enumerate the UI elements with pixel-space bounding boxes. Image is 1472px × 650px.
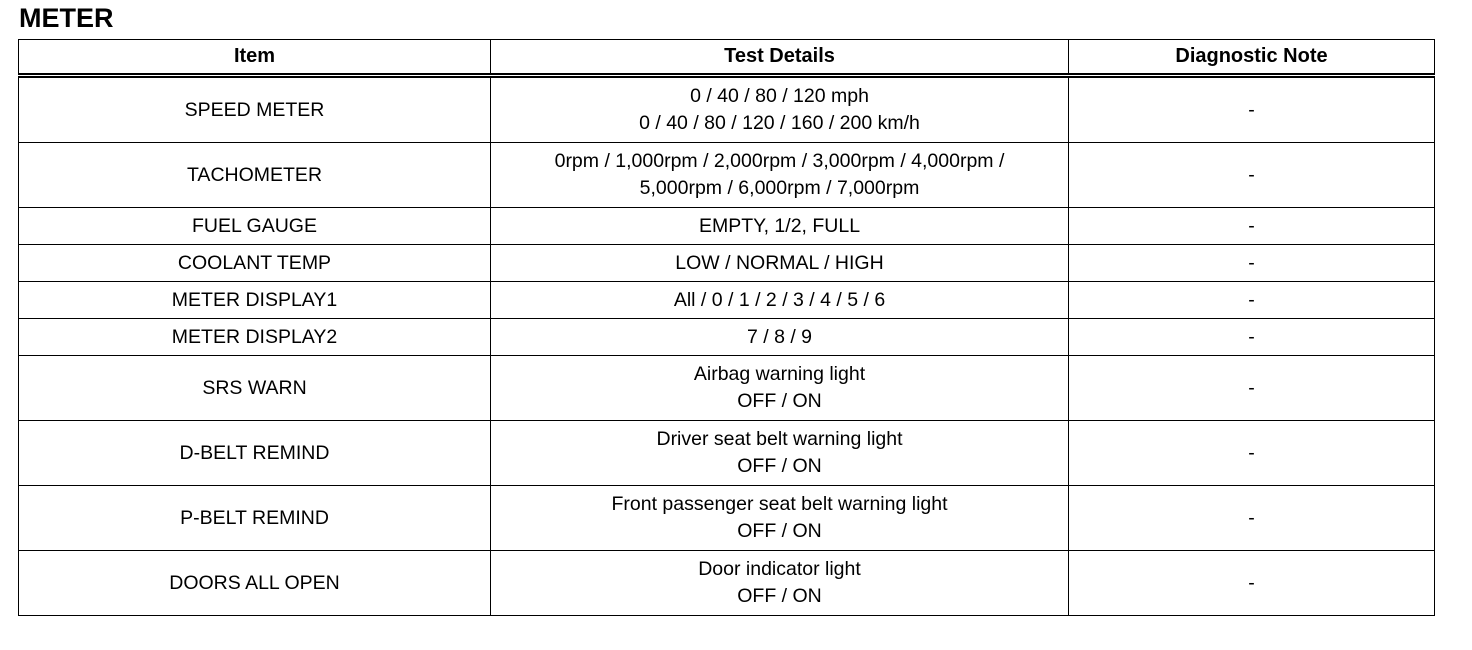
details-cell [491, 143, 1069, 208]
details-cell [491, 245, 1069, 282]
table-row [19, 319, 1435, 356]
note-cell: - [1069, 421, 1435, 486]
note-cell: - [1069, 143, 1435, 208]
item-cell: SPEED METER [19, 76, 491, 143]
details-cell [491, 551, 1069, 616]
note-cell: - [1069, 319, 1435, 356]
details-line: OFF / ON [737, 390, 822, 412]
details-line: OFF / ON [737, 585, 822, 607]
table-row [19, 208, 1435, 245]
details-line: LOW / NORMAL / HIGH [675, 251, 884, 274]
header-item: Item [19, 40, 491, 76]
item-cell: D-BELT REMIND [19, 421, 491, 486]
item-cell: METER DISPLAY1 [19, 282, 491, 319]
details-line: 5,000rpm / 6,000rpm / 7,000rpm [639, 177, 920, 199]
item-cell: P-BELT REMIND [19, 486, 491, 551]
details-cell [491, 486, 1069, 551]
details-line: EMPTY, 1/2, FULL [698, 214, 861, 237]
item-cell: COOLANT TEMP [19, 245, 491, 282]
details-cell [491, 421, 1069, 486]
details-line: 7 / 8 / 9 [746, 325, 813, 348]
table-row [19, 551, 1435, 616]
page-title: METER [19, 3, 114, 33]
item-cell: SRS WARN [19, 356, 491, 421]
details-line: Driver seat belt warning light [656, 428, 903, 450]
note-cell: - [1069, 551, 1435, 616]
note-cell: - [1069, 245, 1435, 282]
note-cell: - [1069, 76, 1435, 143]
note-cell: - [1069, 486, 1435, 551]
details-line: Front passenger seat belt warning light [611, 493, 948, 515]
table-row [19, 76, 1435, 143]
details-cell [491, 282, 1069, 319]
details-line: 0 / 40 / 80 / 120 / 160 / 200 km/h [639, 112, 920, 134]
details-line: All / 0 / 1 / 2 / 3 / 4 / 5 / 6 [673, 288, 886, 311]
table-row [19, 356, 1435, 421]
table-header-row [19, 40, 1435, 76]
item-cell: DOORS ALL OPEN [19, 551, 491, 616]
table-row [19, 421, 1435, 486]
table-row [19, 282, 1435, 319]
item-cell: METER DISPLAY2 [19, 319, 491, 356]
table-row [19, 486, 1435, 551]
note-cell: - [1069, 356, 1435, 421]
details-line: Airbag warning light [693, 363, 866, 385]
table-row [19, 143, 1435, 208]
header-diagnostic-note: Diagnostic Note [1069, 40, 1435, 76]
item-cell: FUEL GAUGE [19, 208, 491, 245]
details-line: Door indicator light [698, 558, 861, 580]
details-cell [491, 76, 1069, 143]
details-cell [491, 356, 1069, 421]
header-test-details: Test Details [491, 40, 1069, 76]
details-line: 0rpm / 1,000rpm / 2,000rpm / 3,000rpm / 4,000rpm / [554, 150, 1005, 172]
note-cell: - [1069, 208, 1435, 245]
details-line: OFF / ON [737, 520, 822, 542]
note-cell: - [1069, 282, 1435, 319]
details-line: 0 / 40 / 80 / 120 mph [690, 85, 869, 107]
details-line: OFF / ON [737, 455, 822, 477]
item-cell: TACHOMETER [19, 143, 491, 208]
table-row [19, 245, 1435, 282]
details-cell [491, 208, 1069, 245]
details-cell [491, 319, 1069, 356]
meter-table [18, 39, 1435, 616]
